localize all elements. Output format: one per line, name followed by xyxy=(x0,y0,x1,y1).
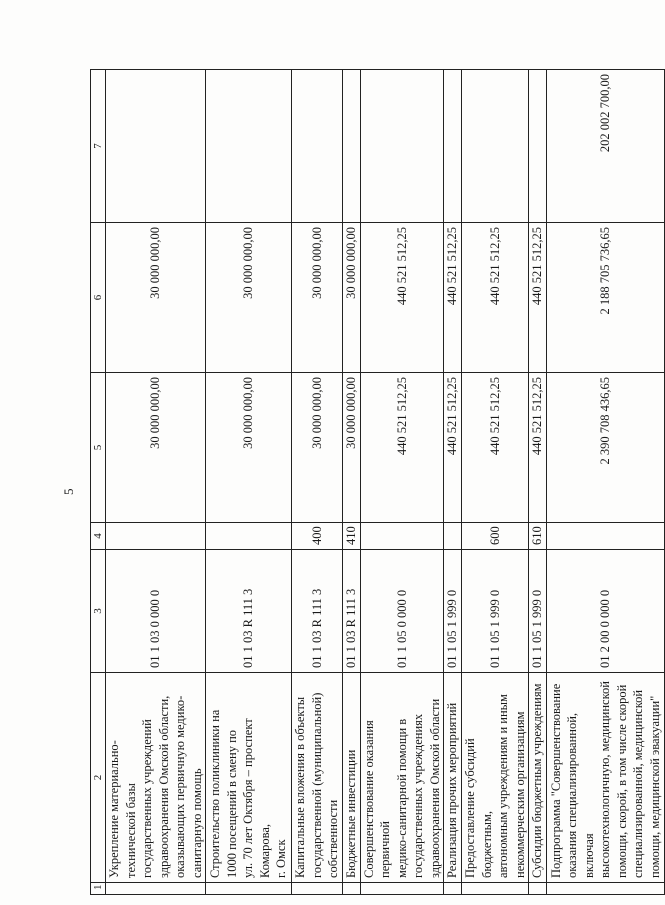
row-name-line: специализированной, медицинской xyxy=(631,689,646,878)
table-row xyxy=(444,70,462,895)
row-value-col6: 440 521 512,25 xyxy=(462,223,529,373)
row-name-line: 1000 посещений в смену по xyxy=(224,729,239,878)
row-name-cell xyxy=(462,673,529,883)
page-number: 5 xyxy=(61,488,76,495)
row-value-col5: 440 521 512,25 xyxy=(444,373,462,523)
row-code-cell: 01 1 05 0 000 0 xyxy=(360,550,444,673)
row-code-cell: 01 1 03 R 111 3 xyxy=(206,550,292,673)
row-type-cell xyxy=(547,523,665,550)
row-type-cell: 410 xyxy=(342,523,360,550)
row-code-cell: 01 1 05 1 999 0 xyxy=(444,550,462,673)
header-cell: 6 xyxy=(91,223,106,373)
row-code-cell: 01 1 03 R 111 3 xyxy=(342,550,360,673)
row-value-col5: 30 000 000,00 xyxy=(342,373,360,523)
table-row xyxy=(292,70,343,895)
row-type-cell: 400 xyxy=(292,523,343,550)
row-name-cell xyxy=(547,673,665,883)
row-value-col7 xyxy=(529,70,547,223)
row-name-line: Реализация прочих мероприятий xyxy=(445,702,460,878)
row-name-line: Субсидии бюджетным учреждениям xyxy=(530,683,545,878)
row-name-cell xyxy=(529,673,547,883)
row-value-col5: 440 521 512,25 xyxy=(360,373,444,523)
row-name-line: здравоохранения Омской области xyxy=(427,698,442,878)
header-cell: 2 xyxy=(91,673,106,883)
row-name-cell xyxy=(342,673,360,883)
row-value-col5: 2 390 708 436,65 xyxy=(547,373,665,523)
row-value-col5: 30 000 000,00 xyxy=(206,373,292,523)
row-name-line: государственных учреждений xyxy=(140,719,154,878)
row-index-cell xyxy=(292,883,343,895)
row-name-cell xyxy=(106,673,206,883)
row-value-col7 xyxy=(342,70,360,223)
row-code-cell: 01 1 03 0 000 0 xyxy=(106,550,206,673)
row-index-cell xyxy=(444,883,462,895)
row-code-cell: 01 1 03 R 111 3 xyxy=(292,550,343,673)
table-body xyxy=(91,70,665,895)
header-cell: 1 xyxy=(91,883,106,895)
row-value-col7 xyxy=(462,70,529,223)
row-index-cell xyxy=(342,883,360,895)
row-name-line: собственности xyxy=(326,799,340,878)
row-name-line: ул. 70 лет Октября – проспект Комарова, xyxy=(241,718,272,878)
row-index-cell xyxy=(206,883,292,895)
row-value-col5: 440 521 512,25 xyxy=(462,373,529,523)
row-type-cell: 610 xyxy=(529,523,547,550)
row-value-col7 xyxy=(292,70,343,223)
row-name-line: Бюджетные инвестиции xyxy=(343,749,358,878)
row-name-line: медико-санитарной помощи в xyxy=(394,718,409,878)
row-name-line: оказывающих первичную медико- xyxy=(173,695,187,878)
table-row xyxy=(547,70,665,895)
row-name-cell xyxy=(444,673,462,883)
row-name-cell xyxy=(206,673,292,883)
row-name-line: здравоохранения Омской области, xyxy=(156,695,171,878)
row-value-col5: 30 000 000,00 xyxy=(292,373,343,523)
row-index-cell xyxy=(462,883,529,895)
row-name-line: автономным учреждениям и иным xyxy=(496,694,510,878)
row-name-line: оказания специализированной, включая xyxy=(565,712,596,878)
header-cell: 5 xyxy=(91,373,106,523)
row-type-cell xyxy=(444,523,462,550)
budget-table xyxy=(90,69,665,895)
row-value-col6: 30 000 000,00 xyxy=(342,223,360,373)
row-name-line: Укрепление материально-технической базы xyxy=(107,740,138,878)
row-name-line: санитарную помощь xyxy=(189,768,204,878)
row-value-col7: 202 002 700,00 xyxy=(547,70,665,223)
row-name-line: Подпрограмма "Совершенствование xyxy=(548,683,563,878)
row-name-cell xyxy=(360,673,444,883)
row-name-line: некоммерческим организациям xyxy=(512,711,527,878)
row-type-cell: 600 xyxy=(462,523,529,550)
row-name-line: г. Омск xyxy=(274,839,289,878)
row-value-col7 xyxy=(360,70,444,223)
row-code-cell: 01 1 05 1 999 0 xyxy=(529,550,547,673)
row-index-cell xyxy=(360,883,444,895)
header-row xyxy=(91,70,106,895)
row-value-col6: 440 521 512,25 xyxy=(360,223,444,373)
row-code-cell: 01 2 00 0 000 0 xyxy=(547,550,665,673)
row-value-col6: 30 000 000,00 xyxy=(106,223,206,373)
row-name-line: Капитальные вложения в объекты xyxy=(293,696,307,878)
row-value-col6: 30 000 000,00 xyxy=(206,223,292,373)
row-value-col6: 30 000 000,00 xyxy=(292,223,343,373)
row-value-col6: 440 521 512,25 xyxy=(529,223,547,373)
row-value-col5: 30 000 000,00 xyxy=(106,373,206,523)
header-cell: 4 xyxy=(91,523,106,550)
row-name-line: Строительство поликлиники на xyxy=(208,709,223,878)
header-cell: 3 xyxy=(91,550,106,673)
table-row xyxy=(360,70,444,895)
row-name-line: помощи, скорой, в том числе скорой xyxy=(614,684,629,878)
row-name-line: помощи, медицинской эвакуации" xyxy=(647,695,662,878)
row-name-line: государственных учреждениях xyxy=(411,713,425,878)
row-value-col6: 2 188 705 736,65 xyxy=(547,223,665,373)
row-index-cell xyxy=(529,883,547,895)
table-row xyxy=(206,70,292,895)
table-row xyxy=(462,70,529,895)
table-row xyxy=(106,70,206,895)
row-type-cell xyxy=(106,523,206,550)
row-index-cell xyxy=(106,883,206,895)
row-value-col7 xyxy=(106,70,206,223)
table-row xyxy=(342,70,360,895)
row-value-col7 xyxy=(444,70,462,223)
row-name-line: государственной (муниципальной) xyxy=(309,692,324,878)
row-value-col7 xyxy=(206,70,292,223)
row-code-cell: 01 1 05 1 999 0 xyxy=(462,550,529,673)
row-name-cell xyxy=(292,673,343,883)
table-row xyxy=(529,70,547,895)
row-name-line: Предоставление субсидий бюджетным, xyxy=(463,738,494,878)
row-value-col5: 440 521 512,25 xyxy=(529,373,547,523)
rotated-page xyxy=(61,70,662,895)
row-value-col6: 440 521 512,25 xyxy=(444,223,462,373)
row-type-cell xyxy=(206,523,292,550)
row-name-line: Совершенствование оказания первичной xyxy=(361,720,392,878)
row-index-cell xyxy=(547,883,665,895)
header-cell: 7 xyxy=(91,70,106,223)
row-type-cell xyxy=(360,523,444,550)
row-name-line: высокотехнологичную, медицинской xyxy=(598,681,613,878)
